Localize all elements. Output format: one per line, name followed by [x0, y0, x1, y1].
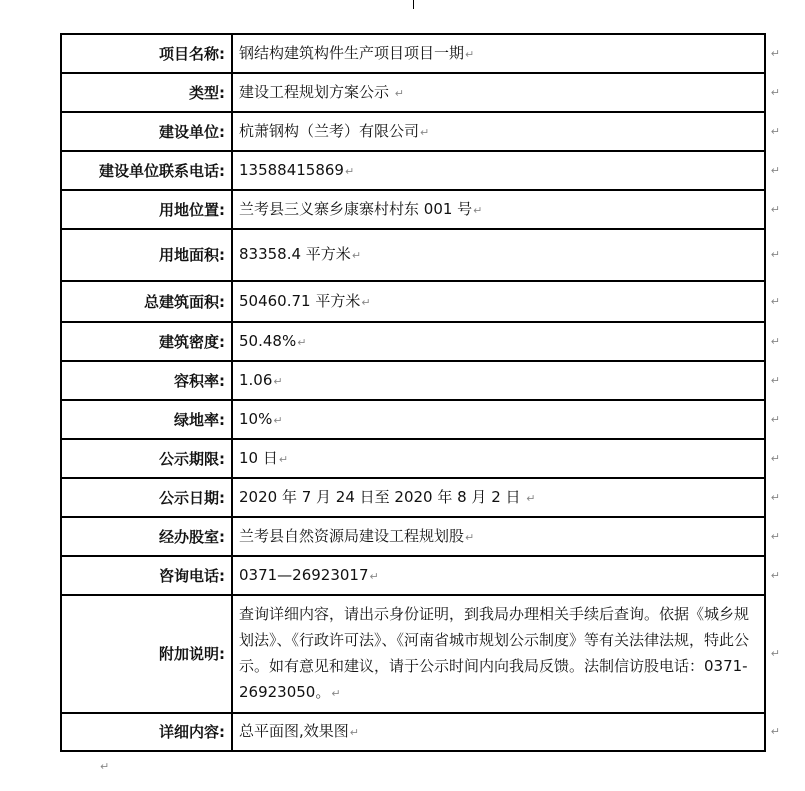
paragraph-mark: ↵: [351, 249, 362, 262]
field-value: [232, 151, 780, 190]
field-value: [232, 439, 780, 478]
field-label: [61, 478, 232, 517]
paragraph-mark: ↵: [273, 374, 283, 388]
field-label-text: 公示日期:: [159, 488, 225, 507]
field-label-text: 公示期限:: [159, 449, 225, 468]
table-row: [61, 713, 765, 751]
field-label-text: 建设单位:: [159, 122, 225, 141]
field-value-text: 钢结构建筑构件生产项目项目一期: [239, 43, 465, 62]
field-label: [61, 400, 232, 439]
field-value: [232, 595, 780, 713]
table-row: [61, 517, 765, 556]
paragraph-mark: ↵: [344, 164, 355, 178]
table-row: [61, 73, 765, 112]
field-value-text: 总平面图,效果图: [239, 722, 349, 740]
field-label-text: 咨询电话:: [159, 566, 225, 585]
announcement-table: [60, 33, 780, 752]
table-row: [61, 190, 765, 229]
row-end-mark: ↵: [770, 202, 780, 216]
table-row: [61, 439, 765, 478]
field-value-text: 杭萧钢构（兰考）有限公司: [239, 121, 420, 140]
field-label: [61, 361, 232, 400]
field-value-text: 2020 年 7 月 24 日至 2020 年 8 月 2 日: [239, 487, 526, 506]
paragraph-mark: ↵: [465, 530, 475, 544]
row-end-mark: ↵: [770, 451, 780, 465]
field-value-text: 50460.71 平方米: [239, 291, 361, 310]
paragraph-mark: ↵: [473, 203, 483, 217]
table-row: [61, 151, 765, 190]
field-label-text: 容积率:: [174, 371, 225, 390]
row-end-mark: ↵: [770, 124, 780, 138]
row-end-mark: ↵: [770, 373, 780, 387]
row-end-mark: ↵: [770, 46, 780, 60]
field-value-text: 兰考县自然资源局建设工程规划股: [239, 526, 465, 545]
text-cursor: [413, 0, 414, 9]
paragraph-mark: ↵: [100, 760, 110, 773]
table-row: [61, 229, 765, 281]
row-end-mark: ↵: [770, 725, 780, 738]
row-end-mark: ↵: [770, 248, 780, 261]
paragraph-mark: ↵: [465, 47, 475, 61]
field-value: [232, 556, 780, 595]
field-value-text: 兰考县三义寨乡康寨村村东 001 号: [239, 199, 473, 218]
paragraph-mark: ↵: [526, 491, 536, 505]
field-value: [232, 322, 780, 361]
row-end-mark: ↵: [770, 529, 780, 543]
field-value: [232, 73, 780, 112]
paragraph-mark: ↵: [278, 452, 289, 466]
field-value: [232, 190, 780, 229]
table-row: [61, 34, 765, 73]
paragraph-mark: ↵: [361, 295, 371, 309]
field-label: [61, 190, 232, 229]
field-label: [61, 322, 232, 361]
field-label-text: 总建筑面积:: [144, 292, 225, 311]
field-value-text: 建设工程规划方案公示: [239, 82, 394, 101]
field-label: [61, 281, 232, 322]
field-value-text: 50.48%: [239, 331, 297, 350]
row-end-mark: ↵: [770, 412, 780, 426]
table-row: [61, 112, 765, 151]
field-label-text: 经办股室:: [159, 527, 225, 546]
field-value-text: 10%: [239, 409, 273, 428]
row-end-mark: ↵: [770, 294, 780, 308]
row-end-mark: ↵: [770, 568, 780, 582]
field-label-text: 建筑密度:: [159, 332, 225, 351]
paragraph-mark: ↵: [273, 413, 283, 427]
field-label: [61, 73, 232, 112]
paragraph-mark: ↵: [297, 335, 307, 349]
field-label-text: 附加说明:: [159, 645, 225, 663]
field-label: [61, 112, 232, 151]
row-end-mark: ↵: [770, 334, 780, 348]
field-value: [232, 361, 780, 400]
field-label-text: 类型:: [189, 83, 225, 102]
field-value: [232, 400, 780, 439]
table-row: [61, 556, 765, 595]
table-row: [61, 400, 765, 439]
field-label-text: 建设单位联系电话:: [99, 161, 225, 180]
table-row: [61, 361, 765, 400]
paragraph-mark: ↵: [420, 125, 430, 139]
paragraph-mark: ↵: [331, 687, 341, 700]
field-label: [61, 229, 232, 281]
field-label: [61, 556, 232, 595]
field-label-text: 绿地率:: [174, 410, 225, 429]
field-label: [61, 439, 232, 478]
field-label-text: 详细内容:: [159, 723, 225, 741]
paragraph-mark: ↵: [369, 569, 379, 583]
row-end-mark: ↵: [770, 163, 780, 177]
paragraph-mark: ↵: [349, 726, 359, 739]
row-end-mark: ↵: [770, 490, 780, 504]
field-value-text: 1.06: [239, 370, 273, 389]
field-label: [61, 151, 232, 190]
table-row: [61, 281, 765, 322]
table-row: [61, 478, 765, 517]
table-row: [61, 595, 765, 713]
field-value-text: 10 日: [239, 448, 278, 467]
field-value: [232, 34, 780, 73]
field-value: [232, 281, 780, 322]
row-end-mark: ↵: [770, 647, 780, 660]
field-value-text: 13588415869: [239, 160, 344, 179]
field-value-text: 查询详细内容，请出示身份证明，到我局办理相关手续后查询。依据《城乡规划法》、《行政许可法》、《河南省城市规划公示制度》等有关法律法规，特此公示。如有意见和建议，请于公示时间内向我局反馈。法制信访股电话：0371-26923050。: [239, 605, 750, 701]
field-value: [232, 517, 780, 556]
field-value-text: 83358.4 平方米: [239, 245, 351, 263]
field-value-text: 0371—26923017: [239, 565, 369, 584]
row-end-mark: ↵: [770, 85, 780, 99]
field-label-text: 项目名称:: [159, 44, 225, 63]
field-label: [61, 517, 232, 556]
field-value: [232, 713, 780, 751]
field-value: [232, 112, 780, 151]
field-label: [61, 595, 232, 713]
field-label: [61, 34, 232, 73]
paragraph-mark: ↵: [394, 86, 404, 100]
field-label-text: 用地面积:: [159, 246, 225, 264]
table-row: [61, 322, 765, 361]
field-value: [232, 229, 780, 281]
field-label-text: 用地位置:: [159, 200, 225, 219]
field-label: [61, 713, 232, 751]
field-value: [232, 478, 780, 517]
